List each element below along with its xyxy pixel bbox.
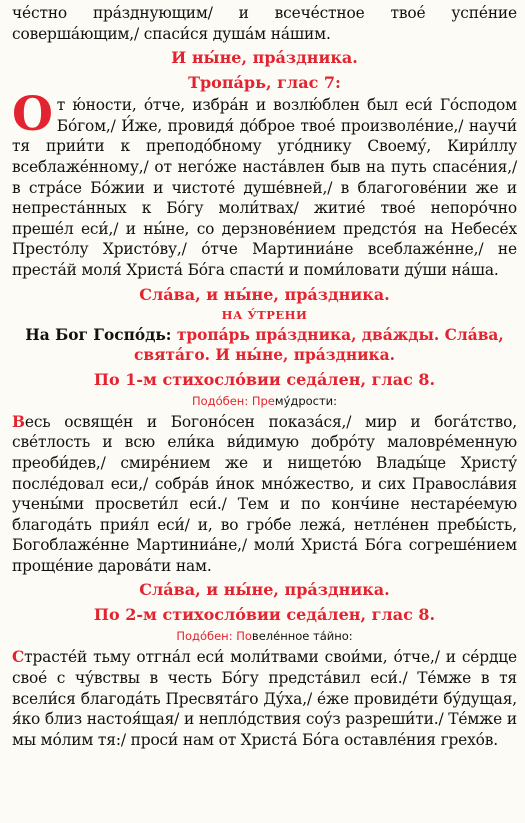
na-bog-rubric bbox=[12, 325, 517, 366]
sedalen1-heading: По 1-м стихосло́вии седа́лен, глас 8. bbox=[93, 369, 436, 389]
sedalen1-body: есь освяще́н и Богоно́сен показа́ся,/ мир и бога́тство, све́тлость и всю ели́ка ви́димую добро́ту маловре́менную преоби́дев,/ смире́нием же и нището́ю Влады́це Христу́ после́довал еси,/ собра́в и́нок мно́жество, и сих Правосла́вия учены́ми просвети́л еси́./ Тем и по конч́ине нестаре́емую благода́ть прия́л еси́/ и, во гро́бе лежа́, нетле́нен пребы́сть, Богоблаже́нне Мартиниа́не,/ моли́ Христа́ Бо́га согреше́нием проще́ние дарова́ти нам. bbox=[12, 412, 517, 575]
tropar-dropcap: О bbox=[12, 87, 53, 143]
podoben1 bbox=[12, 393, 517, 409]
na-bog-red: тропа́рь пра́здника, два́жды. Сла́ва, свята́го. И ны́не, пра́здника. bbox=[134, 325, 504, 365]
tropar-heading: Тропа́рь, глас 7: bbox=[188, 73, 341, 93]
podoben2-initial: По bbox=[236, 629, 252, 644]
podoben2-rest: веле́нное та́йно: bbox=[251, 629, 353, 644]
closing-hymn-text: че́стно пра́зднующим/ и всече́стное твое́ успе́ние соверша́ющим,/ спаси́ся душа́м на́шим. bbox=[12, 4, 517, 43]
sedalen1-text bbox=[12, 412, 517, 577]
sedalen2-heading: По 2-м стихосло́вии седа́лен, глас 8. bbox=[93, 605, 436, 625]
sedalen2-text bbox=[12, 647, 517, 750]
sedalen2-body: трасте́й тьму отгна́л еси́ моли́твами свои́ми, о́тче,/ и се́рдце свое́ с чу́вствы в честь Бо́гу предста́вил еси́./ Те́мже в тя всели́ся благода́ть Пресвята́го Ду́ха,/ е́же провиде́ти бу́дущая, я́ко близ настоя́щая/ и непло́дствия соу́з разреши́ти./ Те́мже и мы мо́лим тя:/ проси́ нам от Христа́ Бо́га оставле́ния грехо́в. bbox=[12, 648, 517, 749]
tropar-text bbox=[12, 87, 517, 280]
sedalen1-initial: В bbox=[12, 412, 25, 431]
sedalen2-initial: С bbox=[12, 648, 25, 667]
na-bog-black: На Бог Госпо́дь: bbox=[25, 325, 172, 344]
podoben2-label: Подо́бен: bbox=[176, 629, 233, 644]
podoben1-initial: Пре bbox=[251, 393, 275, 408]
podoben1-rest: му́дрости: bbox=[274, 393, 338, 408]
podoben2 bbox=[12, 628, 517, 644]
slava-heading-1: Сла́ва, и ны́не, пра́здника. bbox=[139, 284, 390, 304]
podoben1-label: Подо́бен: bbox=[191, 393, 249, 408]
slava-heading-2: Сла́ва, и ны́не, пра́здника. bbox=[139, 580, 390, 600]
na-utreni-heading: НА У́ТРЕНИ bbox=[221, 307, 308, 322]
tropar-body: т ю́ности, о́тче, избра́н и возлю́блен был еси́ Го́сподом Бо́гом,/ И́же, провидя́ до́брое твое́ произволе́ние,/ научи́ тя прии́ти к преподо́бному уго́днику Своему́, Кири́ллу всеблаже́нному,/ от него́же наста́влен быв на путь спасе́ния,/ в стра́се Бо́жии и чистоте́ душе́вней,/ в благогове́нии же и непреста́нных к Бо́гу моли́твах/ житие́ твое́ непоро́чно преше́л еси́,/ и ны́не, со дерзнове́нием предсто́я на Небесе́х Престо́лу Христо́ву,/ о́тче Мартиниа́не всеблаже́нне,/ не преста́й моля́ Христа́ Бо́га спасти́ и поми́ловати ду́ши на́ша. bbox=[12, 96, 517, 279]
heading-i-nyne: И ны́не, пра́здника. bbox=[171, 48, 358, 68]
